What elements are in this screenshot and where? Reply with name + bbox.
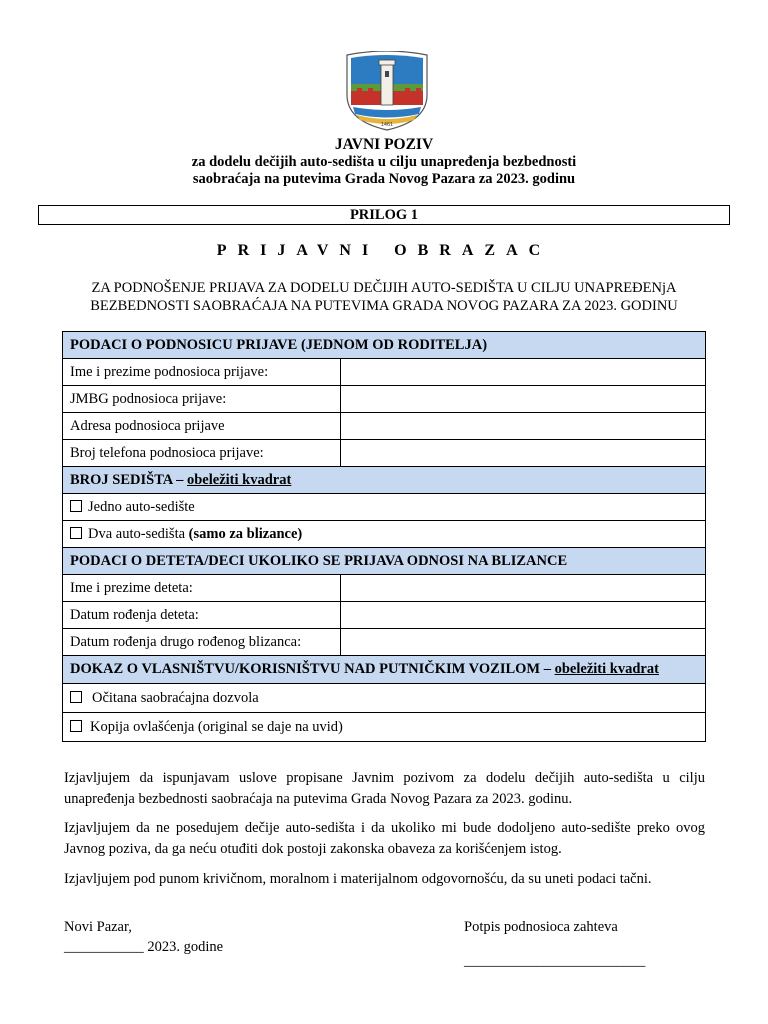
- form-row: [63, 521, 706, 548]
- crest-tower-top: [379, 60, 395, 65]
- field-label: Broj telefona podnosioca prijave:: [63, 440, 341, 467]
- ownership-option-registration[interactable]: [63, 684, 706, 713]
- section-heading-ownership: [63, 656, 706, 684]
- checkbox-authorization[interactable]: [70, 720, 82, 732]
- form-row: [63, 602, 706, 629]
- twin-birthdate-field[interactable]: [341, 629, 706, 656]
- child-birthdate-field[interactable]: [341, 602, 706, 629]
- checkbox-registration[interactable]: [70, 691, 82, 703]
- form-subtitle-line-1: ZA PODNOŠENJE PRIJAVA ZA DODELU DEČIJIH AUTO-SEDIŠTA U CILJU UNAPREĐENjA: [91, 280, 677, 296]
- section-heading-applicant: PODACI O PODNOSICU PRIJAVE (JEDNOM OD RODITELJA): [63, 332, 706, 359]
- option-label: Dva auto-sedišta: [88, 525, 186, 542]
- signature-line[interactable]: _________________________: [464, 953, 646, 969]
- place-label: Novi Pazar,: [64, 919, 132, 935]
- field-label: Ime i prezime deteta:: [63, 575, 341, 602]
- field-label: Datum rođenja drugo rođenog blizanca:: [63, 629, 341, 656]
- field-label: Ime i prezime podnosioca prijave:: [63, 359, 341, 386]
- signature-label: Potpis podnosioca zahteva: [464, 919, 618, 935]
- city-coat-of-arms: [344, 51, 430, 131]
- seats-option-one[interactable]: [63, 494, 706, 521]
- place-date-block: [64, 917, 223, 957]
- crest-tower: [381, 63, 393, 105]
- form-row: [63, 440, 706, 467]
- form-title: PRIJAVNI OBRAZAC: [216, 242, 552, 259]
- applicant-jmbg-field[interactable]: [341, 386, 706, 413]
- field-label: Datum rođenja deteta:: [63, 602, 341, 629]
- signature-block: [464, 917, 645, 971]
- option-label: Jedno auto-sedište: [88, 498, 195, 515]
- ownership-heading-note: obeležiti kvadrat: [554, 661, 659, 677]
- checkbox-two-seats[interactable]: [70, 527, 82, 539]
- form-row: [63, 494, 706, 521]
- crest-year: 1461: [380, 122, 394, 128]
- form-row: [63, 684, 706, 713]
- applicant-address-field[interactable]: [341, 413, 706, 440]
- call-title: JAVNI POZIV: [334, 136, 434, 153]
- form-row: [63, 413, 706, 440]
- declaration-liability: Izjavljujem pod punom krivičnom, moralnom i materijalnom odgovornošću, da su uneti podaci tačni.: [64, 871, 652, 887]
- form-subtitle: [0, 279, 768, 315]
- seats-heading-text: BROJ SEDIŠTA –: [70, 471, 184, 488]
- declaration-eligibility: Izjavljujem da ispunjavam uslove propisane Javnim pozivom za dodelu dečijih auto-sedišta u cilju unapređenja bezbednosti saobraćaja na putevima Grada Novog Pazara za 2023. godinu.: [64, 770, 705, 807]
- form-row: [63, 575, 706, 602]
- form-row: [63, 386, 706, 413]
- option-label: Kopija ovlašćenja (original se daje na uvid): [90, 718, 343, 735]
- date-line[interactable]: ___________ 2023. godine: [64, 939, 224, 955]
- child-name-field[interactable]: [341, 575, 706, 602]
- field-label: JMBG podnosioca prijave:: [63, 386, 341, 413]
- applicant-phone-field[interactable]: [341, 440, 706, 467]
- option-note-twins: (samo za blizance): [188, 525, 303, 542]
- form-row: [63, 359, 706, 386]
- applicant-name-field[interactable]: [341, 359, 706, 386]
- field-label: Adresa podnosioca prijave: [63, 413, 341, 440]
- form-subtitle-line-2: BEZBEDNOSTI SAOBRAĆAJA NA PUTEVIMA GRADA NOVOG PAZARA ZA 2023. GODINU: [90, 298, 678, 314]
- option-label: Očitana saobraćajna dozvola: [92, 689, 259, 706]
- seats-option-two[interactable]: [63, 521, 706, 548]
- form-row: [63, 713, 706, 742]
- call-title-block: [0, 136, 768, 188]
- call-subtitle-line-2: saobraćaja na putevima Grada Novog Pazara za 2023. godinu: [192, 171, 576, 187]
- ownership-heading-text: DOKAZ O VLASNIŠTVU/KORISNIŠTVU NAD PUTNIČKIM VOZILOM –: [70, 661, 551, 677]
- form-row: [63, 629, 706, 656]
- application-form-table: [62, 331, 706, 742]
- declaration-no-seat: Izjavljujem da ne posedujem dečije auto-sedišta i da ukoliko mi bude dodoljeno auto-sedište preko ovog Javnog poziva, da ga neću otuđiti dok postoji zakonska obaveza za korišćenjem istog.: [64, 820, 705, 857]
- seats-heading-note: obeležiti kvadrat: [186, 471, 292, 488]
- section-heading-seats: [63, 467, 706, 494]
- annex-label: PRILOG 1: [38, 205, 730, 225]
- section-heading-children: PODACI O DETETA/DECI UKOLIKO SE PRIJAVA ODNOSI NA BLIZANCE: [63, 548, 706, 575]
- checkbox-one-seat[interactable]: [70, 500, 82, 512]
- crest-tower-window: [385, 71, 389, 77]
- call-subtitle-line-1: za dodelu dečijih auto-sedišta u cilju unapređenja bezbednosti: [191, 154, 577, 170]
- ownership-option-authorization[interactable]: [63, 713, 706, 742]
